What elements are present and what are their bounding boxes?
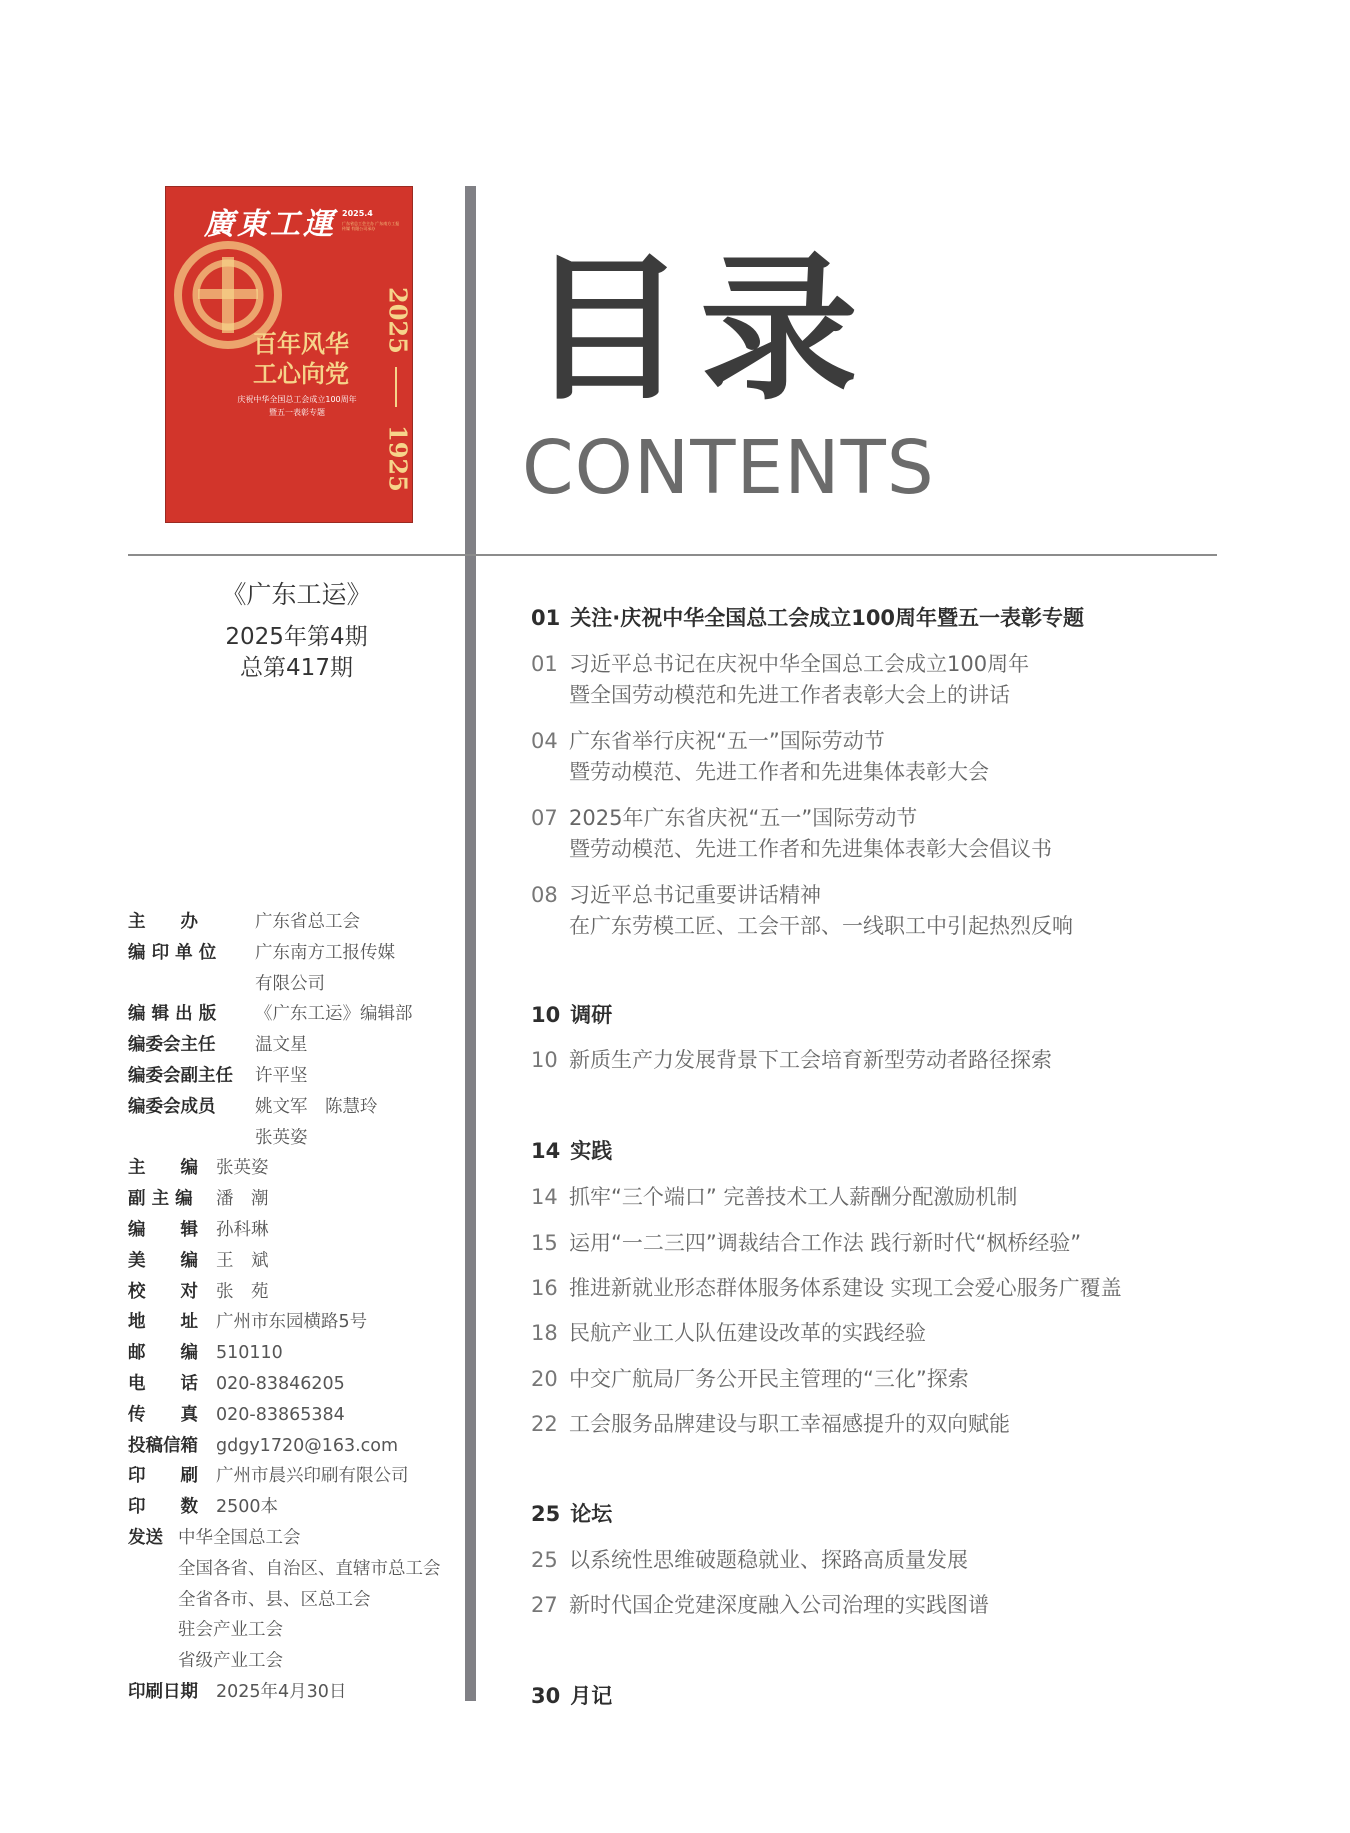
masthead-row: [128, 1246, 468, 1277]
section-page-number: 14: [531, 1139, 561, 1163]
masthead-value: 2025年4月30日: [216, 1681, 347, 1702]
entry-title-line1: 抓牢“三个端口” 完善技术工人薪酬分配激励机制: [569, 1185, 1018, 1209]
section-name: 论坛: [570, 1502, 613, 1526]
toc-entry[interactable]: [531, 880, 1073, 942]
entry-title-line1: 工会服务品牌建设与职工幸福感提升的双向赋能: [569, 1412, 1010, 1436]
section-page-number: 10: [531, 1003, 561, 1027]
entry-page-number: 20: [531, 1367, 558, 1391]
year-issue: 2025年第4期: [225, 624, 368, 650]
masthead-row: [128, 1646, 468, 1677]
masthead-row: [128, 1061, 468, 1092]
masthead-label: 电 话: [128, 1373, 198, 1394]
cover-headline-line1: 百年风华: [253, 330, 349, 358]
horizontal-rule: [128, 554, 1217, 556]
toc-entry[interactable]: [531, 1409, 1010, 1440]
masthead-row: [128, 1677, 468, 1708]
cover-small-text: 广东省总工会主办 广东南方工报传媒 有限公司承办: [342, 221, 400, 231]
page-title-english: CONTENTS: [522, 425, 935, 511]
masthead-value: 潘 潮: [216, 1189, 269, 1210]
section-page-number: 25: [531, 1502, 561, 1526]
masthead-row: [128, 1215, 468, 1246]
masthead-row: [128, 1431, 468, 1462]
masthead-row: [128, 1400, 468, 1431]
section-title[interactable]: [531, 999, 612, 1029]
masthead-value: 省级产业工会: [178, 1651, 283, 1672]
masthead-row: [128, 1307, 468, 1338]
toc-entry[interactable]: [531, 649, 1029, 711]
entry-page-number: 07: [531, 806, 558, 830]
entry-title-line1: 习近平总书记在庆祝中华全国总工会成立100周年: [569, 652, 1030, 676]
cover-thumbnail: [165, 186, 413, 523]
entry-title-line2: 暨劳动模范、先进工作者和先进集体表彰大会: [569, 760, 989, 784]
entry-title-line1: 新质生产力发展背景下工会培育新型劳动者路径探索: [569, 1048, 1052, 1072]
masthead-label: 主 编: [128, 1158, 198, 1179]
masthead-value: 中华全国总工会: [178, 1527, 301, 1548]
cover-years: [383, 267, 413, 507]
entry-title-line1: 2025年广东省庆祝“五一”国际劳动节: [569, 806, 918, 830]
entry-title-line1: 新时代国企党建深度融入公司治理的实践图谱: [569, 1593, 989, 1617]
masthead-row: [128, 1461, 468, 1492]
masthead-label: 校 对: [128, 1281, 198, 1302]
masthead-value: 广东省总工会: [255, 912, 360, 932]
cover-headline-line2: 工心向党: [253, 360, 349, 388]
total-issue: 总第417期: [240, 655, 353, 681]
section-name: 关注·庆祝中华全国总工会成立100周年暨五一表彰专题: [570, 606, 1085, 630]
masthead-row: [128, 1184, 468, 1215]
masthead-value[interactable]: gdgy1720@163.com: [216, 1435, 399, 1456]
entry-page-number: 22: [531, 1412, 558, 1436]
toc-entry[interactable]: [531, 726, 989, 788]
entry-title-line1: 推进新就业形态群体服务体系建设 实现工会爱心服务广覆盖: [569, 1276, 1122, 1300]
masthead-label: 编委会主任: [128, 1035, 216, 1056]
masthead-label: 发送: [128, 1527, 163, 1548]
masthead-label: 主 办: [128, 912, 198, 932]
masthead-value: 全国各省、自治区、直辖市总工会: [178, 1558, 441, 1579]
masthead-value: 许平坚: [255, 1065, 308, 1086]
masthead-info: [128, 907, 468, 1708]
masthead-label: 编 辑: [128, 1219, 198, 1240]
section-name: 月记: [570, 1684, 613, 1708]
masthead-label: 编委会副主任: [128, 1065, 233, 1086]
toc-entry[interactable]: [531, 1228, 1081, 1259]
masthead-label: 编委会成员: [128, 1096, 216, 1117]
masthead-label: 邮 编: [128, 1343, 198, 1364]
masthead-label: 传 真: [128, 1404, 198, 1425]
toc-entry[interactable]: [531, 1273, 1122, 1304]
masthead-row: [128, 969, 468, 1000]
entry-page-number: 27: [531, 1593, 558, 1617]
masthead-label: 美 编: [128, 1250, 198, 1271]
masthead-label: 地 址: [128, 1312, 198, 1333]
section-title[interactable]: [531, 602, 1084, 632]
page-title-chinese: 目录: [528, 237, 872, 422]
entry-page-number: 10: [531, 1048, 558, 1072]
entry-title-line1: 民航产业工人队伍建设改革的实践经验: [569, 1321, 926, 1345]
masthead-value: 王 斌: [216, 1250, 269, 1271]
masthead-value: 张英姿: [255, 1127, 308, 1148]
toc-entry[interactable]: [531, 1045, 1052, 1076]
masthead-label: 印刷日期: [128, 1681, 198, 1702]
cover-subtitle-line1: 庆祝中华全国总工会成立100周年: [237, 395, 357, 404]
issue-info: [128, 578, 465, 684]
masthead-value: 020-83846205: [216, 1373, 345, 1394]
masthead-row: [128, 938, 468, 969]
entry-title-line2: 暨全国劳动模范和先进工作者表彰大会上的讲话: [569, 683, 1010, 707]
cover-masthead: 廣東工運: [204, 207, 336, 242]
masthead-label: 印 刷: [128, 1466, 198, 1487]
entry-page-number: 18: [531, 1321, 558, 1345]
masthead-value: 孙科琳: [216, 1219, 269, 1240]
masthead-value: 广州市东园横路5号: [216, 1312, 368, 1333]
toc-entry[interactable]: [531, 1590, 989, 1621]
masthead-row: [128, 1092, 468, 1123]
masthead-value: 驻会产业工会: [178, 1620, 283, 1641]
masthead-value: 有限公司: [255, 973, 325, 994]
masthead-row: [128, 1585, 468, 1616]
masthead-row: [128, 907, 468, 938]
masthead-value: 广东南方工报传媒: [255, 942, 395, 963]
masthead-row: [128, 1338, 468, 1369]
toc-entry[interactable]: [531, 1318, 926, 1349]
masthead-row: [128, 1030, 468, 1061]
cover-year-top: 2025: [383, 287, 413, 354]
toc-entry[interactable]: [531, 803, 1052, 865]
entry-page-number: 15: [531, 1231, 558, 1255]
masthead-row: [128, 1615, 468, 1646]
section-title[interactable]: [531, 1498, 612, 1528]
toc-entry[interactable]: [531, 1364, 969, 1395]
section-name: 实践: [570, 1139, 613, 1163]
entry-title-line1: 以系统性思维破题稳就业、探路高质量发展: [569, 1548, 968, 1572]
masthead-row: [128, 1369, 468, 1400]
toc-entry[interactable]: [531, 1182, 1017, 1213]
toc-entry[interactable]: [531, 1545, 968, 1576]
cover-headline: [246, 329, 356, 389]
entry-title-line1: 广东省举行庆祝“五一”国际劳动节: [569, 729, 885, 753]
entry-page-number: 25: [531, 1548, 558, 1572]
section-page-number: 30: [531, 1684, 561, 1708]
entry-page-number: 04: [531, 729, 558, 753]
entry-page-number: 08: [531, 883, 558, 907]
masthead-row: [128, 999, 468, 1030]
masthead-label: 编 印 单 位: [128, 942, 217, 963]
masthead-value: 510110: [216, 1343, 283, 1364]
masthead-value: 《广东工运》编辑部: [255, 1004, 413, 1025]
section-title[interactable]: [531, 1680, 612, 1710]
entry-page-number: 01: [531, 652, 558, 676]
section-page-number: 01: [531, 606, 561, 630]
magazine-name: 《广东工运》: [221, 580, 372, 609]
entry-title-line1: 习近平总书记重要讲话精神: [569, 883, 821, 907]
masthead-row: [128, 1523, 468, 1554]
cover-subtitle: [222, 393, 372, 419]
masthead-row: [128, 1277, 468, 1308]
masthead-value: 广州市晨兴印刷有限公司: [216, 1466, 409, 1487]
masthead-row: [128, 1123, 468, 1154]
masthead-row: [128, 1492, 468, 1523]
entry-title-line2: 在广东劳模工匠、工会干部、一线职工中引起热烈反响: [569, 914, 1073, 938]
masthead-label: 副 主 编: [128, 1189, 193, 1210]
masthead-row: [128, 1153, 468, 1184]
cover-subtitle-line2: 暨五一表彰专题: [269, 408, 325, 417]
section-title[interactable]: [531, 1135, 612, 1165]
entry-title-line1: 中交广航局厂务公开民主管理的“三化”探索: [569, 1367, 969, 1391]
masthead-value: 020-83865384: [216, 1404, 345, 1425]
issue-number: [128, 622, 465, 684]
entry-page-number: 14: [531, 1185, 558, 1209]
masthead-label: 编 辑 出 版: [128, 1004, 217, 1025]
cover-year-bottom: 1925: [383, 425, 413, 492]
section-name: 调研: [570, 1003, 613, 1027]
masthead-value: 温文星: [255, 1035, 308, 1056]
masthead-row: [128, 1554, 468, 1585]
cover-issue-label: 2025.4: [342, 209, 373, 218]
entry-title-line2: 暨劳动模范、先进工作者和先进集体表彰大会倡议书: [569, 837, 1052, 861]
masthead-value: 全省各市、县、区总工会: [178, 1589, 371, 1610]
masthead-label: 印 数: [128, 1497, 198, 1518]
entry-page-number: 16: [531, 1276, 558, 1300]
masthead-value: 2500本: [216, 1497, 279, 1518]
masthead-value: 张 苑: [216, 1281, 269, 1302]
masthead-value: 张英姿: [216, 1158, 269, 1179]
entry-title-line1: 运用“一二三四”调裁结合工作法 践行新时代“枫桥经验”: [569, 1231, 1082, 1255]
masthead-value: 姚文军 陈慧玲: [255, 1096, 378, 1117]
masthead-label: 投稿信箱: [128, 1435, 198, 1456]
